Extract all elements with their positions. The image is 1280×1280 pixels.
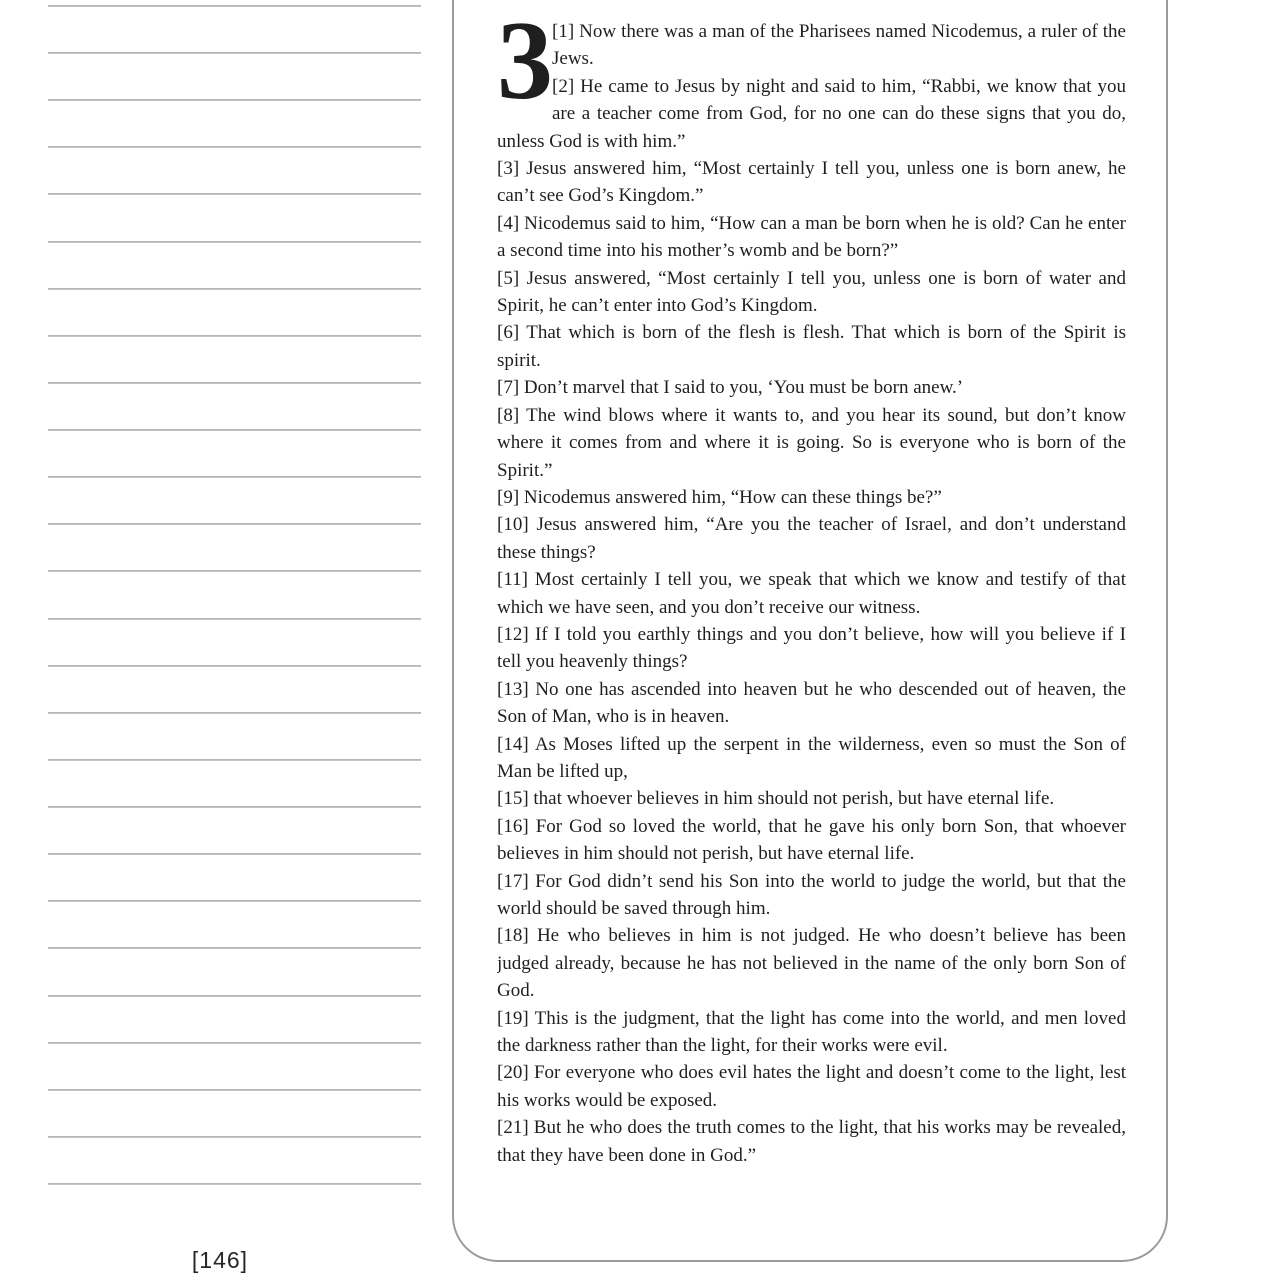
verse: [13] No one has ascended into heaven but he who descended out of heaven, the Son of Man, who is in heaven.	[497, 678, 1126, 728]
verse-number: [1]	[552, 21, 575, 42]
ruled-line	[48, 382, 421, 384]
verse-number: [21]	[497, 1117, 529, 1139]
verse: [15] that whoever believes in him should not perish, but have eternal life.	[497, 788, 1055, 810]
ruled-line	[48, 665, 421, 667]
verse-number: [17]	[497, 870, 529, 892]
ruled-line	[48, 335, 421, 337]
verse: [7] Don’t marvel that I said to you, ‘You must be born anew.’	[497, 377, 964, 399]
page-number: [146]	[191, 1247, 249, 1273]
scripture-card	[452, 0, 1168, 1262]
verse: [17] For God didn’t send his Son into the world to judge the world, but that the world should be saved through him.	[497, 870, 1126, 919]
verse-number: [12]	[497, 623, 529, 645]
ruled-line	[48, 712, 421, 714]
verse: [5] Jesus answered, “Most certainly I tell you, unless one is born of water and Spirit, he can’t enter into God’s Kingdom.	[497, 267, 1126, 317]
ruled-line	[48, 146, 421, 148]
ruled-line	[48, 806, 421, 808]
ruled-line	[48, 618, 421, 620]
verse-number: [16]	[497, 815, 529, 837]
verse: [16] For God so loved the world, that he gave his only born Son, that whoever believes in him should not perish, but have eternal life.	[497, 815, 1126, 865]
verse-number: [10]	[497, 514, 529, 536]
verse: [12] If I told you earthly things and you don’t believe, how will you believe if I tell you heavenly things?	[497, 623, 1126, 673]
ruled-line	[48, 1136, 421, 1138]
verse: [4] Nicodemus said to him, “How can a man be born when he is old? Can he enter a second time into his mother’s womb and be born?”	[497, 212, 1126, 262]
verse-number: [13]	[497, 678, 529, 700]
ruled-line	[48, 900, 421, 902]
verse-number: [15]	[497, 788, 529, 810]
ruled-line	[48, 429, 421, 431]
verse: [8] The wind blows where it wants to, and you hear its sound, but don’t know where it comes from and where it is going. So is everyone who is born of the Spirit.”	[497, 404, 1126, 481]
ruled-line	[48, 853, 421, 855]
verse: [14] As Moses lifted up the serpent in the wilderness, even so must the Son of Man be lifted up,	[497, 733, 1126, 782]
verse: [6] That which is born of the flesh is flesh. That which is born of the Spirit is spirit.	[497, 322, 1126, 371]
ruled-line	[48, 5, 421, 7]
verse-number: [2]	[552, 75, 575, 97]
verse-number: [11]	[497, 569, 528, 591]
verse-number: [9]	[497, 486, 520, 508]
verse-number: [19]	[497, 1007, 529, 1029]
verse-number: [18]	[497, 925, 529, 947]
ruled-line	[48, 570, 421, 572]
verse: [11] Most certainly I tell you, we speak that which we know and testify of that which we have seen, and you don’t receive our witness.	[497, 569, 1126, 618]
verse: [21] But he who does the truth comes to the light, that his works may be revealed, that they have been done in God.”	[497, 1117, 1126, 1166]
verse-number: [8]	[497, 404, 520, 426]
ruled-line	[48, 193, 421, 195]
ruled-line	[48, 241, 421, 243]
verse-number: [5]	[497, 267, 520, 289]
ruled-line	[48, 476, 421, 478]
verse: [3] Jesus answered him, “Most certainly I tell you, unless one is born anew, he can’t see God’s Kingdom.”	[497, 158, 1126, 207]
verse-list	[497, 18, 1126, 1244]
verse: [10] Jesus answered him, “Are you the teacher of Israel, and don’t understand these things?	[497, 514, 1126, 563]
verse-number: [7]	[497, 377, 520, 399]
ruled-line	[48, 759, 421, 761]
verse-number: [6]	[497, 322, 520, 344]
verse: [2] He came to Jesus by night and said to him, “Rabbi, we know that you are a teacher come from God, for no one can do these signs that you do, unless God is with him.”	[497, 75, 1126, 152]
verse: [20] For everyone who does evil hates the light and doesn’t come to the light, lest his works would be exposed.	[497, 1062, 1126, 1111]
verse-number: [14]	[497, 733, 529, 755]
verse-number: [20]	[497, 1062, 529, 1084]
ruled-line	[48, 1183, 421, 1185]
ruled-line	[48, 1089, 421, 1091]
verse: [9] Nicodemus answered him, “How can these things be?”	[497, 486, 942, 508]
verse-number: [3]	[497, 158, 520, 180]
ruled-line	[48, 523, 421, 525]
notes-area	[0, 0, 440, 1280]
chapter-number-dropcap: 3	[497, 18, 553, 123]
ruled-line	[48, 99, 421, 101]
ruled-line	[48, 995, 421, 997]
verse: [1] Now there was a man of the Pharisees named Nicodemus, a ruler of the Jews.	[552, 21, 1126, 70]
ruled-line	[48, 288, 421, 290]
ruled-line	[48, 1042, 421, 1044]
verse: [19] This is the judgment, that the light has come into the world, and men loved the darkness rather than the light, for their works were evil.	[497, 1007, 1126, 1057]
verse: [18] He who believes in him is not judged. He who doesn’t believe has been judged already, because he has not believed in the name of the only born Son of God.	[497, 925, 1126, 1002]
ruled-line	[48, 52, 421, 54]
ruled-line	[48, 947, 421, 949]
verse-number: [4]	[497, 212, 520, 234]
